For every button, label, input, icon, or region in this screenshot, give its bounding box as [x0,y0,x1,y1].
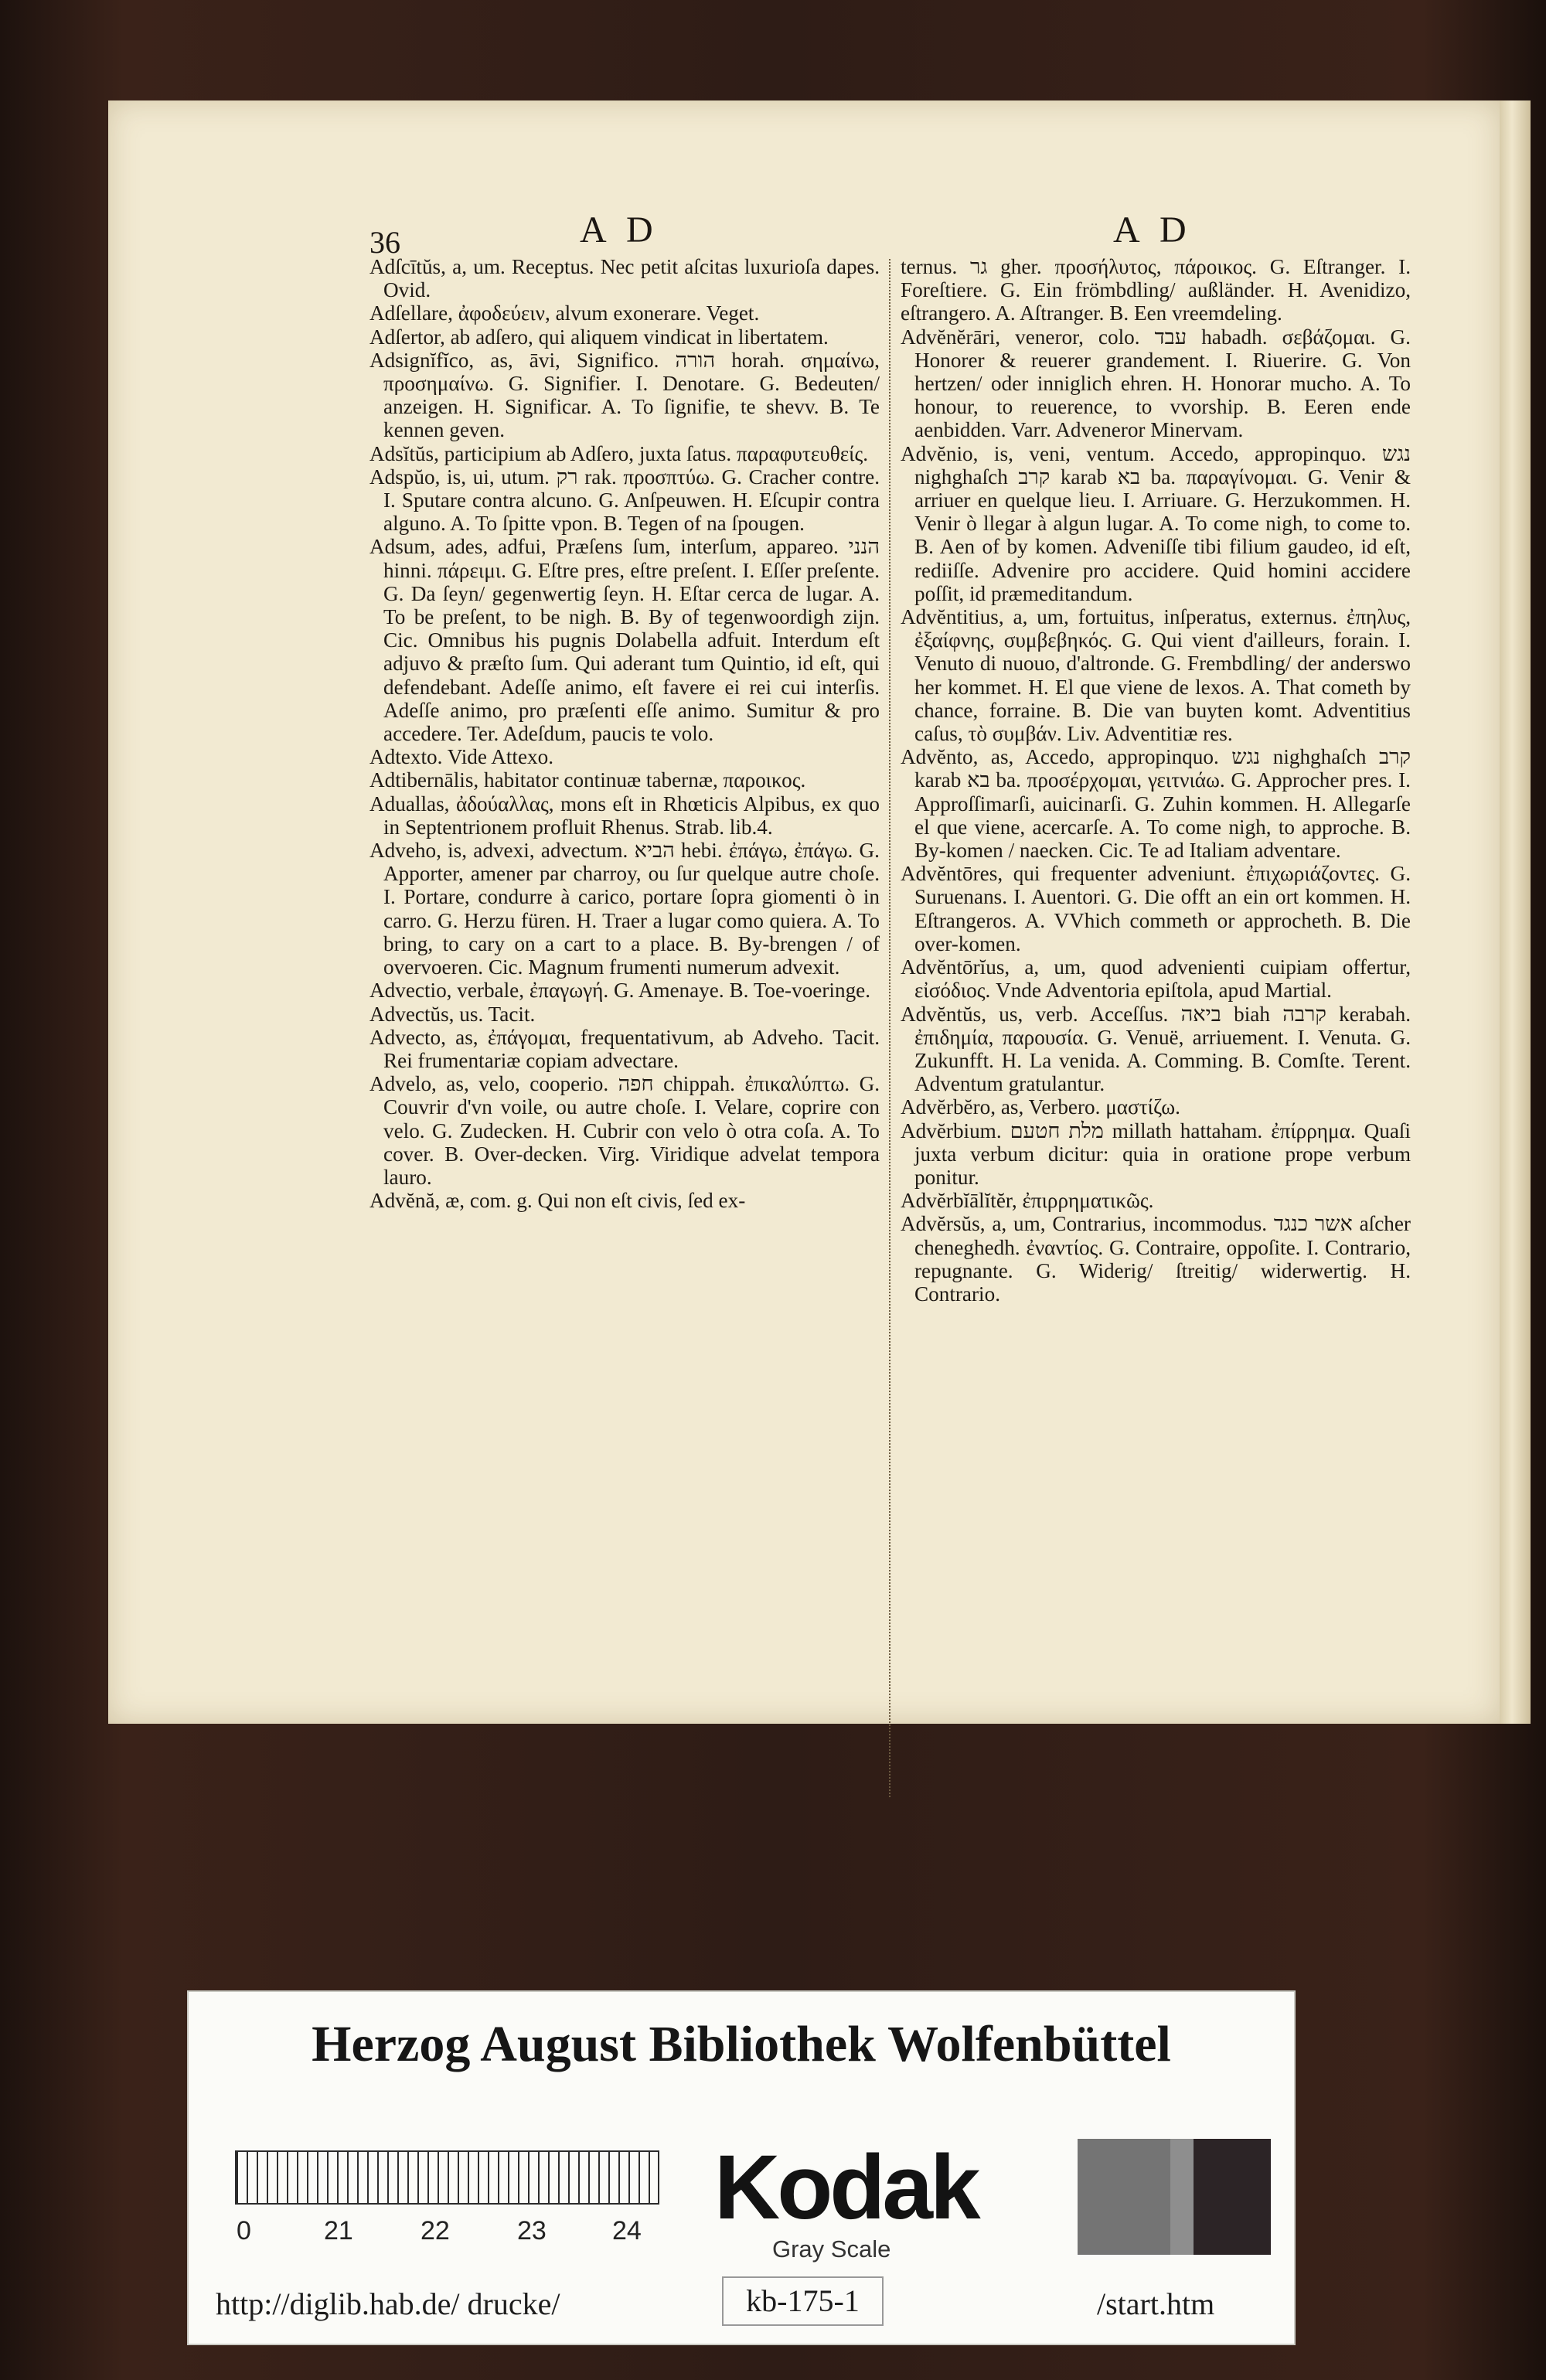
entry-adventorius: Advĕntōrĭus, a, um, quod advenienti cuipiam offertur, εἰσόδιος. Vnde Adventoria epiſtola, apud Martial. [901,955,1411,1003]
entry-aduallas: Aduallas, ἀδούαλλας, mons eſt in Rhœticis Alpibus, ex quo in Septentrionem profluit Rhenus. Strab. lib.4. [369,792,880,839]
entry-adsitus: Adsĭtŭs, participium ab Adſero, juxta ſatus. παραφυτευθείς. [369,441,869,465]
entry-advectus: Advectŭs, us. Tacit. [369,1002,536,1026]
running-head-left: A D [580,209,659,250]
library-title: Herzog August Bibliothek Wolfenbüttel [312,2016,1171,2072]
right-column [901,255,1411,1306]
entry-adventores: Advĕntōres, qui frequenter adveniunt. ἐπιχωριάζοντες. G. Suruenans. I. Auentori. G. Die offt an ein ort kommen. H. Eſtrangeros. A. VVhich commeth or approcheth. B. Die over-komen. [901,862,1411,955]
ruler-number: 0 [237,2216,251,2246]
entry-adsignifico: Adsignĭfĭco, as, āvi, Significo. הורה horah. σημαίνω, προσημαίνω. G. Signifier. I. Denotare. G. Bedeuten/ anzeigen. H. Significar. A. To ſignifie, te shevv. B. Te kennen geven. [369,348,880,442]
url-left: http://diglib.hab.de/ drucke/ [216,2286,560,2321]
entry-adsum: Adsum, ades, adfui, Præſens ſum, interſum, appareo. הנני hinni. πάρειμι. G. Eſtre pres, eſtre preſent. I. Eſſer preſente. G. Da ſeyn/ gegenwertig ſeyn. H. Eſtar cerca de lugar. A. To be preſent, to be nigh. B. By of tegenwoordigh zijn. Cic. Omnibus his pugnis Dolabella adfuit. Interdum eſt adjuvo & præſto ſum. Qui aderant tum Quintio, id eſt, qui defendebant. Adeſſe animo, eſt favere ei rei cui interſis. Adeſſe animo, pro præſenti eſſe animo. Sumitur & pro accedere. Ter. Adeſdum, paucis te volo. [369,535,880,746]
ruler-number: 23 [517,2216,547,2246]
gray-swatch [1170,2139,1194,2255]
entry-advenio: Advĕnio, is, veni, ventum. Accedo, appropinquo. נגש nighghaſch קרב karab בא ba. παραγίνομαι. G. Venir & arriuer en quelque lieu. I. Arriuare. G. Herzukommen. H. Venir ò llegar à algun lugar. A. To come nigh, to come to. B. Aen of by komen. Adveniſſe tibi filium gaudeo, id eſt, rediiſſe. Advenire pro accidere. Quid homini accidere poſſit, id præmeditandum. [901,441,1411,605]
entry-adverbero: Advĕrbĕro, as, Verbero. μαστίζω. [901,1095,1180,1119]
entry-adventitius: Advĕntitius, a, um, fortuitus, inſperatus, externus. ἐπηλυς, ἐξαίφνης, συμβεβηκός. G. Qui vient d'ailleurs, forain. I. Venuto di nuouo, d'altronde. G. Frembdling/ der anderswo her kommet. H. El que viene de lexos. A. That cometh by chance, forraine. B. Die van buyten komt. Adventitius caſus, τὸ συμβάν. Liv. Adventitiæ res. [901,605,1411,746]
column-divider [889,259,890,1797]
gray-swatch [1078,2139,1170,2255]
ruler-number: 21 [324,2216,353,2246]
gray-scale-label: Gray Scale [772,2235,891,2263]
entry-adtibernalis: Adtibernālis, habitator continuæ tabernæ, παροικος. [369,768,806,792]
gray-swatch [1194,2139,1271,2255]
entry-advena-cont: ternus. גר gher. προσήλυτος, πάροικος. G. Eſtranger. I. Foreſtiere. G. Ein frömbdling/ außländer. H. Avenidizo, eſtrangero. A. Aſtranger. B. Een vreemdeling. [901,255,1411,325]
entry-adscitus: Adſcītŭs, a, um. Receptus. Nec petit aſcitas luxurioſa dapes. Ovid. [369,255,880,302]
entry-adventus: Advĕntŭs, us, verb. Acceſſus. ביאה biah קרבה kerabah. ἐπιδημία, παρουσία. G. Venuë, arriuement. I. Venuta. G. Zukunfft. H. La venida. A. Comming. B. Comſte. Terent. Adventum gratulantur. [901,1002,1411,1096]
running-head-right: A D [1113,209,1193,250]
entry-adverbialiter: Advĕrbĭālĭtĕr, ἐπιρρηματικῶς. [901,1189,1154,1213]
entry-advenerari: Advĕnĕrāri, veneror, colo. עבד habadh. σεβάζομαι. G. Honorer & reuerer grandement. I. Riuerire. G. Von hertzen/ oder inniglich ehren. H. Honorar mucho. A. To honour, to reuerence, to vvorship. B. Eeren ende aenbidden. Varr. Adveneror Minervam. [901,325,1411,442]
kodak-logo: Kodak [714,2137,978,2239]
page-edge [1500,100,1531,1724]
entry-adverbium: Advĕrbium. מלת חטעם millath hattaham. ἐπίρρημα. Quaſi juxta verbum dicitur: quia in oratione prope verbum ponitur. [901,1118,1411,1189]
ruler-number: 24 [612,2216,642,2246]
entry-advecto: Advecto, as, ἐπάγομαι, frequentativum, ab Adveho. Tacit. Rei frumentariæ copiam advectare. [369,1025,880,1072]
entry-adveho: Adveho, is, advexi, advectum. הביא hebi. ἐπάγω, ἐπάγω. G. Apporter, amener par charroy, ou ſur quelque autre choſe. I. Portare, condurre à carico, portare ſopra giomenti ò in carro. G. Herzu füren. H. Traer a lugar como quiera. A. To bring, to cary on a cart to a place. B. By-brengen / of overvoeren. Cic. Magnum frumenti numerum advexit. [369,839,880,979]
gray-scale-card [187,1990,1296,2345]
url-right: /start.htm [1097,2286,1215,2321]
ruler-number: 22 [421,2216,450,2246]
entry-adversus: Advĕrsŭs, a, um, Contrarius, incommodus. אשר כנגד aſcher cheneghedh. ἐναντίος. G. Contraire, oppoſite. I. Contrario, repugnante. G. Widerig/ ſtreitig/ widerwertig. H. Contrario. [901,1212,1411,1306]
entry-advectio: Advectio, verbale, ἐπαγωγή. G. Amenaye. B. Toe-voeringe. [369,979,871,1003]
entry-adtexto: Adtexto. Vide Attexo. [369,745,553,769]
page-number: 36 [369,225,400,260]
measurement-ruler [235,2150,659,2205]
entry-advena: Advĕnă, æ, com. g. Qui non eſt civis, ſed ex- [369,1189,746,1213]
entry-advelo: Advelo, as, velo, cooperio. חפה chippah. ἐπικαλύπτω. G. Couvrir d'vn voile, ou autre choſe. I. Velare, coprire con velo. G. Zudecken. H. Cubrir con velo ò otra coſa. A. To cover. B. Over-decken. Virg. Viridique advelat tempora lauro. [369,1072,880,1189]
entry-adsellare: Adſellare, ἀφοδεύειν, alvum exonerare. Veget. [369,301,760,325]
entry-adsertor: Adſertor, ab adſero, qui aliquem vindicat in libertatem. [369,325,829,349]
entry-adspuo: Adspŭo, is, ui, utum. רק rak. προσπτύω. G. Cracher contre. I. Sputare contra alcuno. G. Anſpeuwen. H. Eſcupir contra alguno. A. To ſpitte vpon. B. Tegen of na ſpougen. [369,465,880,536]
left-column [369,255,880,1212]
entry-advento: Advĕnto, as, Accedo, appropinquo. נגש nighghaſch קרב karab בא ba. προσέρχομαι, γειτνιάω. G. Approcher pres. I. Approſſimarſi, auicinarſi. G. Zuhin kommen. H. Allegarſe el que viene, acercarſe. A. To come nigh, to approche. B. By-komen / naecken. Cic. Te ad Italiam adventare. [901,745,1411,863]
shelf-mark: kb-175-1 [722,2276,884,2326]
